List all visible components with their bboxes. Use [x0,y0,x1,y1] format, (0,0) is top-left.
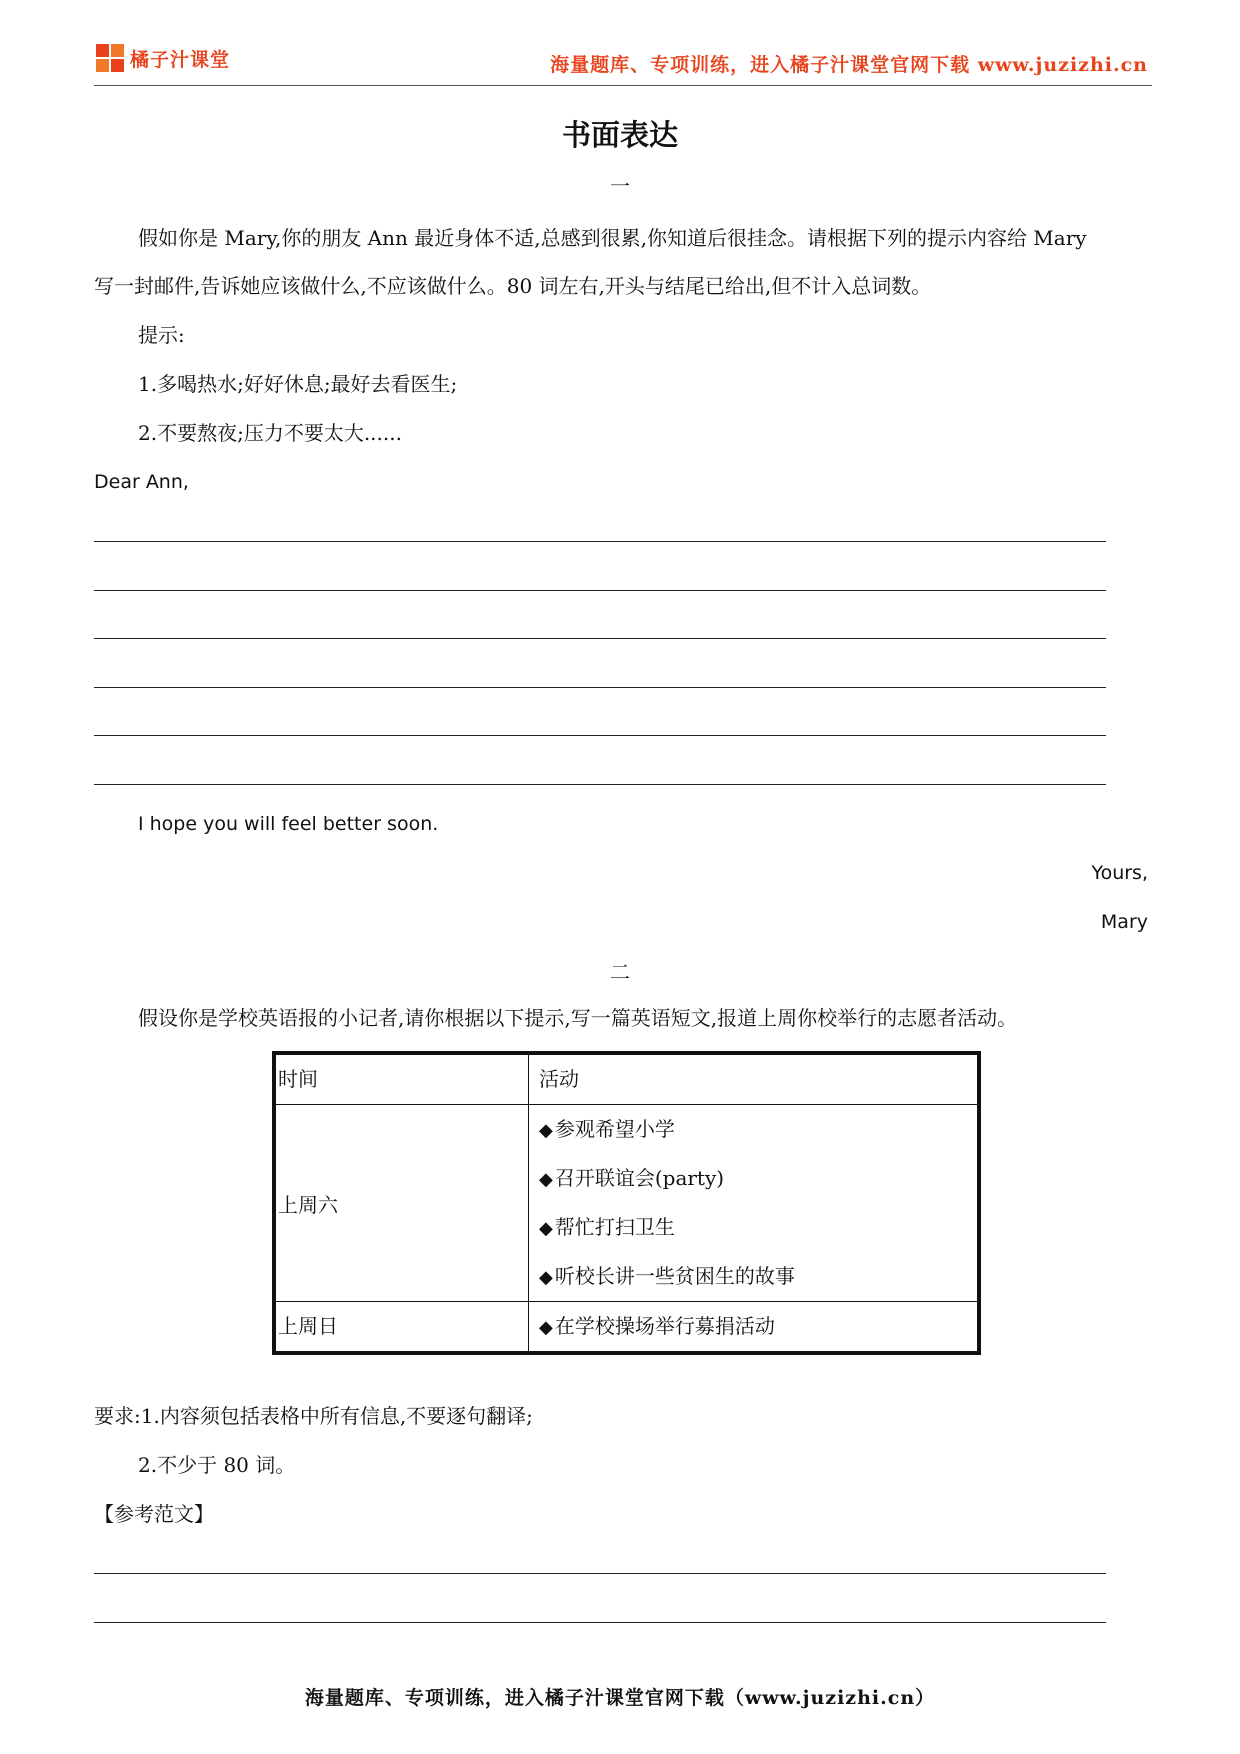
table-cell-activities [529,1105,978,1302]
writing-line [94,735,1106,736]
activity-item: ◆ 在学校操场举行募捐活动 [539,1314,775,1338]
writing-line [94,590,1106,591]
letter-signature: Mary [1100,911,1148,933]
table-cell-activities [529,1302,978,1352]
table-row [276,1105,978,1302]
table-cell-time: 上周日 [276,1302,529,1352]
letter-sign-off: Yours, [1091,862,1148,884]
logo-icon [96,44,124,72]
writing-line [94,1622,1106,1623]
table-header-time: 时间 [276,1055,529,1105]
table-header-activity: 活动 [529,1055,978,1105]
writing-line [94,687,1106,688]
table-row [276,1302,978,1352]
requirement-2: 2.不少于 80 词。 [138,1453,296,1477]
hint-2: 2.不要熬夜;压力不要太大...... [138,421,402,445]
activity-item: ◆ 帮忙打扫卫生 [539,1215,675,1239]
activity-item: ◆ 召开联谊会(party) [539,1166,725,1190]
hints-label: 提示: [138,323,185,347]
writing-line [94,638,1106,639]
table-header-row [276,1055,978,1105]
diamond-bullet-icon: ◆ [539,1120,553,1141]
writing-line [94,541,1106,542]
diamond-bullet-icon: ◆ [539,1169,553,1190]
diamond-bullet-icon: ◆ [539,1317,553,1338]
activity-item: ◆ 听校长讲一些贫困生的故事 [539,1264,795,1288]
activity-item: ◆ 参观希望小学 [539,1117,675,1141]
requirement-1: 要求:1.内容须包括表格中所有信息,不要逐句翻译; [94,1404,533,1428]
writing-line [94,1573,1106,1574]
logo-text: 橘子汁课堂 [130,48,231,71]
letter-closing-sentence: I hope you will feel better soon. [138,813,439,835]
reference-label: 【参考范文】 [94,1502,214,1526]
diamond-bullet-icon: ◆ [539,1267,553,1288]
section1-prompt-line1: 假如你是 Mary,你的朋友 Ann 最近身体不适,总感到很累,你知道后很挂念。请根据下列的提示内容给 Mary [138,226,1087,250]
header-divider [94,85,1152,86]
section2-number: 二 [610,960,630,984]
header-tagline: 海量题库、专项训练，进入橘子汁课堂官网下载 www.juzizhi.cn [550,54,1148,76]
brand-logo [96,44,230,72]
page-title: 书面表达 [561,118,678,152]
letter-greeting: Dear Ann, [94,471,189,493]
footer-text: 海量题库、专项训练，进入橘子汁课堂官网下载（www.juzizhi.cn） [304,1687,936,1709]
section1-prompt-line2: 写一封邮件,告诉她应该做什么,不应该做什么。80 词左右,开头与结尾已给出,但不计入总词数。 [94,274,932,298]
diamond-bullet-icon: ◆ [539,1218,553,1239]
activity-table [272,1051,981,1355]
section1-number: 一 [610,174,630,198]
section2-prompt: 假设你是学校英语报的小记者,请你根据以下提示,写一篇英语短文,报道上周你校举行的志愿者活动。 [138,1006,1018,1030]
table-cell-time: 上周六 [276,1105,529,1302]
writing-line [94,784,1106,785]
hint-1: 1.多喝热水;好好休息;最好去看医生; [138,372,458,396]
